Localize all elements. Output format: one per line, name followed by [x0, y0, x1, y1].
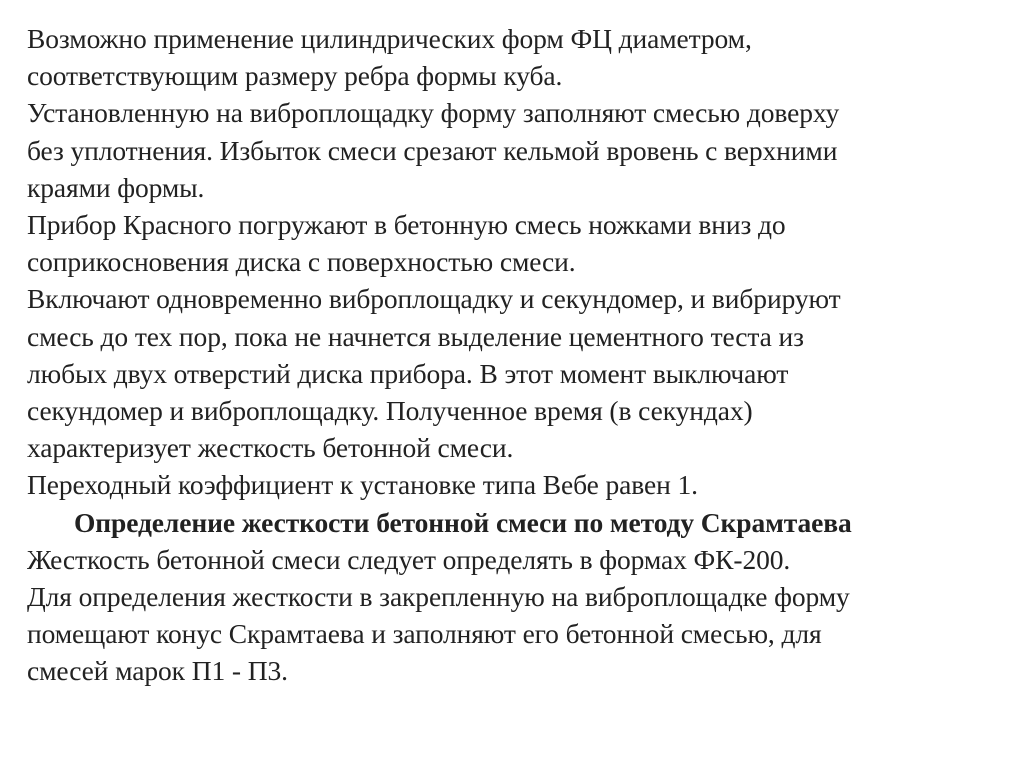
document-body [27, 20, 1002, 690]
text-line: характеризует жесткость бетонной смеси. [27, 432, 514, 464]
text-line: смесей марок П1 - П3. [27, 655, 288, 687]
text-line: соприкосновения диска с поверхностью смеси. [27, 246, 576, 278]
text-line: любых двух отверстий диска прибора. В этот момент выключают [27, 357, 789, 389]
text-line: без уплотнения. Избыток смеси срезают кельмой вровень с верхними [27, 134, 838, 166]
text-line: Возможно применение цилиндрических форм ФЦ диаметром, [27, 23, 752, 54]
text-line: Жесткость бетонной смеси следует определять в формах ФК-200. [27, 543, 791, 575]
text-line: секундомер и виброплощадку. Полученное время (в секундах) [27, 395, 753, 427]
text-line: Прибор Красного погружают в бетонную смесь ножками вниз до [27, 209, 786, 241]
text-line: помещают конус Скрамтаева и заполняют его бетонной смесью, для [27, 618, 822, 650]
text-line: краями формы. [27, 171, 205, 203]
section-heading: Определение жесткости бетонной смеси по методу Скрамтаева [74, 506, 852, 538]
text-line: Включают одновременно виброплощадку и секундомер, и вибрируют [27, 283, 841, 315]
text-line: соответствующим размеру ребра формы куба. [27, 60, 563, 92]
text-line: Установленную на виброплощадку форму заполняют смесью доверху [27, 97, 840, 129]
text-line: Переходный коэффициент к установке типа Вебе равен 1. [27, 469, 698, 501]
text-line: Для определения жесткости в закрепленную на виброплощадке форму [27, 581, 850, 613]
text-line: смесь до тех пор, пока не начнется выделение цементного теста из [27, 320, 804, 352]
